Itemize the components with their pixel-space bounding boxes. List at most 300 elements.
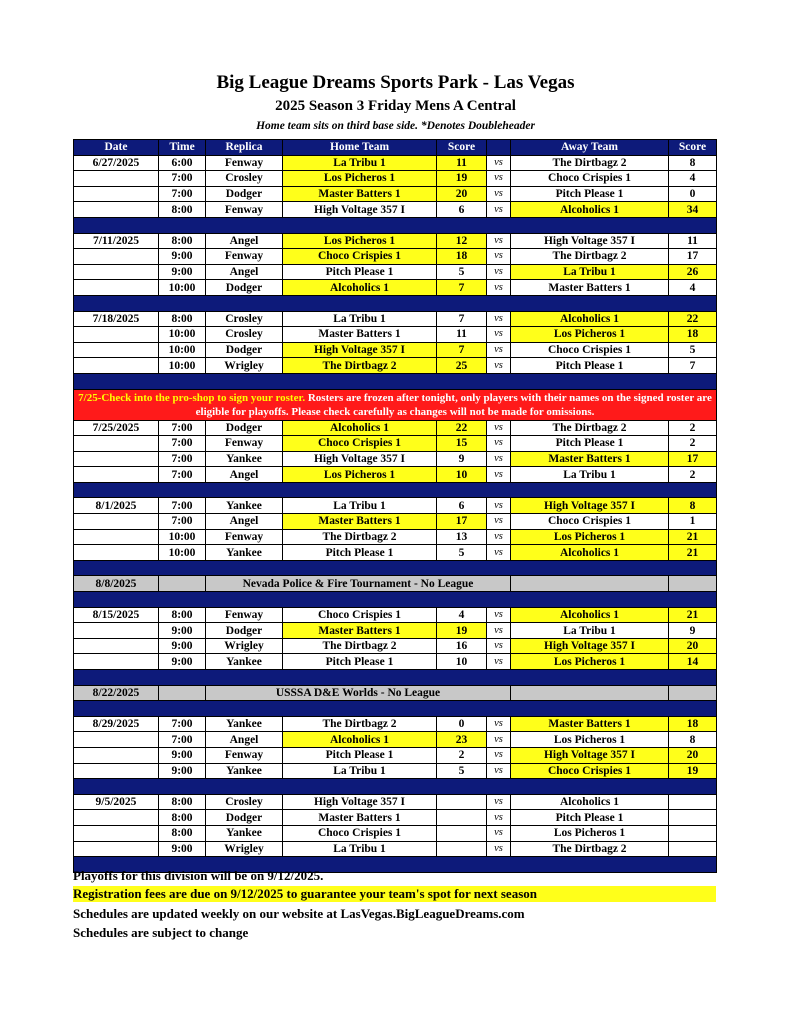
home-team-cell: Master Batters 1 [283,186,437,202]
time-cell: 8:00 [159,233,206,249]
away-team-cell: Pitch Please 1 [511,810,669,826]
home-score-cell: 0 [437,716,487,732]
table-row [74,514,717,530]
table-row [74,794,717,810]
away-score-cell: 14 [669,654,717,670]
away-team-cell: La Tribu 1 [511,623,669,639]
table-row [74,545,717,561]
date-cell [74,841,159,857]
separator-cell [74,670,717,686]
away-score-cell: 21 [669,607,717,623]
replica-cell: Dodger [206,420,283,436]
replica-cell: Yankee [206,545,283,561]
home-score-cell: 17 [437,514,487,530]
date-cell: 8/29/2025 [74,716,159,732]
time-cell: 9:00 [159,747,206,763]
vs-cell: vs [487,623,511,639]
away-team-cell: The Dirtbagz 2 [511,249,669,265]
home-team-cell: Pitch Please 1 [283,654,437,670]
home-score-cell: 9 [437,451,487,467]
replica-cell: Angel [206,467,283,483]
away-team-cell: High Voltage 357 I [511,498,669,514]
date-cell: 8/15/2025 [74,607,159,623]
replica-cell: Wrigley [206,638,283,654]
home-team-cell: La Tribu 1 [283,311,437,327]
away-score-cell [669,576,717,592]
col-home-team-header: Home Team [283,140,437,156]
home-score-cell: 23 [437,732,487,748]
date-cell: 7/25/2025 [74,420,159,436]
away-team-cell: Los Picheros 1 [511,732,669,748]
vs-cell: vs [487,747,511,763]
away-team-cell: Choco Crispies 1 [511,171,669,187]
replica-cell: Yankee [206,654,283,670]
home-team-cell: Los Picheros 1 [283,171,437,187]
col-away-team-header: Away Team [511,140,669,156]
no-league-text: Nevada Police & Fire Tournament - No League [206,576,511,592]
separator-cell [74,295,717,311]
away-team-cell: The Dirtbagz 2 [511,420,669,436]
away-score-cell: 1 [669,514,717,530]
home-score-cell: 6 [437,202,487,218]
away-score-cell: 8 [669,732,717,748]
vs-cell: vs [487,529,511,545]
home-team-cell: The Dirtbagz 2 [283,358,437,374]
home-team-cell: Alcoholics 1 [283,280,437,296]
table-row [74,451,717,467]
table-row [74,186,717,202]
vs-cell: vs [487,716,511,732]
replica-cell: Fenway [206,607,283,623]
date-cell [74,732,159,748]
date-cell [74,747,159,763]
time-cell: 9:00 [159,264,206,280]
time-cell: 9:00 [159,763,206,779]
roster-notice-highlight: 7/25-Check into the pro-shop to sign your roster. [78,391,306,404]
away-score-cell: 8 [669,498,717,514]
col-home-score-header: Score [437,140,487,156]
away-team-cell: Los Picheros 1 [511,825,669,841]
replica-cell: Crosley [206,327,283,343]
roster-notice-row [74,389,717,420]
home-score-cell: 5 [437,545,487,561]
table-row [74,280,717,296]
separator-row [74,560,717,576]
home-score-cell: 6 [437,498,487,514]
date-cell [74,545,159,561]
away-team-cell: La Tribu 1 [511,264,669,280]
table-row [74,763,717,779]
replica-cell: Angel [206,233,283,249]
vs-cell: vs [487,327,511,343]
page-subtitle: 2025 Season 3 Friday Mens A Central [275,98,516,114]
away-score-cell [669,825,717,841]
time-cell: 9:00 [159,654,206,670]
date-cell [74,202,159,218]
away-score-cell: 8 [669,155,717,171]
col-date-header: Date [74,140,159,156]
away-score-cell: 5 [669,342,717,358]
home-score-cell: 7 [437,342,487,358]
away-score-cell: 18 [669,327,717,343]
replica-cell: Crosley [206,171,283,187]
replica-cell: Yankee [206,763,283,779]
home-score-cell: 12 [437,233,487,249]
time-cell: 7:00 [159,186,206,202]
home-score-cell: 19 [437,623,487,639]
replica-cell: Dodger [206,280,283,296]
home-score-cell: 7 [437,280,487,296]
replica-cell: Dodger [206,186,283,202]
time-cell: 8:00 [159,311,206,327]
away-team-cell: Los Picheros 1 [511,529,669,545]
time-cell: 8:00 [159,825,206,841]
vs-cell: vs [487,186,511,202]
table-row [74,311,717,327]
vs-cell: vs [487,233,511,249]
replica-cell: Fenway [206,529,283,545]
date-cell [74,763,159,779]
replica-cell: Fenway [206,249,283,265]
away-score-cell: 20 [669,638,717,654]
separator-cell [74,779,717,795]
home-team-cell: Los Picheros 1 [283,233,437,249]
table-row [74,841,717,857]
time-cell: 10:00 [159,280,206,296]
away-score-cell: 7 [669,358,717,374]
vs-cell: vs [487,451,511,467]
separator-cell [74,217,717,233]
home-score-cell: 11 [437,155,487,171]
vs-cell: vs [487,732,511,748]
time-cell: 8:00 [159,607,206,623]
table-row [74,233,717,249]
replica-cell: Dodger [206,810,283,826]
website-note: Schedules are updated weekly on our website at LasVegas.BigLeagueDreams.com [73,906,525,921]
away-score-cell: 21 [669,529,717,545]
date-cell [74,623,159,639]
table-row [74,498,717,514]
home-team-cell: Master Batters 1 [283,623,437,639]
date-cell [74,654,159,670]
away-team-cell: Master Batters 1 [511,451,669,467]
table-row [74,732,717,748]
time-cell: 7:00 [159,716,206,732]
vs-cell: vs [487,280,511,296]
date-cell: 9/5/2025 [74,794,159,810]
vs-cell: vs [487,342,511,358]
col-time-header: Time [159,140,206,156]
time-cell: 7:00 [159,732,206,748]
away-score-cell: 22 [669,311,717,327]
home-team-cell: Choco Crispies 1 [283,825,437,841]
replica-cell: Dodger [206,342,283,358]
away-team-cell: Master Batters 1 [511,716,669,732]
date-cell [74,171,159,187]
away-team-cell: La Tribu 1 [511,467,669,483]
date-cell [74,358,159,374]
date-cell [74,825,159,841]
schedule-body [74,155,717,872]
away-team-cell: Choco Crispies 1 [511,342,669,358]
away-team-cell: Alcoholics 1 [511,607,669,623]
replica-cell: Yankee [206,825,283,841]
col-replica-header: Replica [206,140,283,156]
away-score-cell: 18 [669,716,717,732]
away-score-cell: 34 [669,202,717,218]
away-score-cell: 17 [669,249,717,265]
table-row [74,327,717,343]
home-team-cell: Choco Crispies 1 [283,607,437,623]
date-cell [74,327,159,343]
home-score-cell: 18 [437,249,487,265]
replica-cell: Dodger [206,623,283,639]
date-cell [74,638,159,654]
home-score-cell: 16 [437,638,487,654]
replica-cell: Wrigley [206,841,283,857]
away-score-cell: 20 [669,747,717,763]
away-score-cell: 4 [669,280,717,296]
home-team-cell: The Dirtbagz 2 [283,716,437,732]
table-row [74,825,717,841]
table-row [74,155,717,171]
home-team-cell: The Dirtbagz 2 [283,638,437,654]
time-cell: 8:00 [159,202,206,218]
replica-cell: Yankee [206,451,283,467]
home-score-cell [437,841,487,857]
replica-cell: Fenway [206,155,283,171]
vs-cell: vs [487,311,511,327]
time-cell: 7:00 [159,467,206,483]
vs-cell: vs [487,841,511,857]
table-row [74,638,717,654]
home-team-cell: Master Batters 1 [283,810,437,826]
separator-row [74,701,717,717]
date-cell [74,451,159,467]
vs-cell: vs [487,264,511,280]
away-team-cell: The Dirtbagz 2 [511,841,669,857]
away-team-cell: Choco Crispies 1 [511,763,669,779]
table-row [74,810,717,826]
table-row [74,171,717,187]
home-score-cell: 7 [437,311,487,327]
home-score-cell: 10 [437,654,487,670]
separator-cell [74,560,717,576]
home-team-cell: La Tribu 1 [283,763,437,779]
date-cell [74,249,159,265]
separator-cell [74,482,717,498]
away-team-cell: Pitch Please 1 [511,436,669,452]
time-cell: 8:00 [159,794,206,810]
home-score-cell: 19 [437,171,487,187]
date-cell: 8/1/2025 [74,498,159,514]
away-score-cell: 21 [669,545,717,561]
vs-cell: vs [487,763,511,779]
home-team-cell: High Voltage 357 I [283,794,437,810]
table-row [74,716,717,732]
away-score-cell: 2 [669,436,717,452]
date-cell [74,467,159,483]
vs-cell: vs [487,545,511,561]
table-row [74,264,717,280]
away-score-cell [669,841,717,857]
separator-row [74,373,717,389]
away-team-cell: High Voltage 357 I [511,233,669,249]
time-cell: 7:00 [159,451,206,467]
vs-cell: vs [487,654,511,670]
away-team-cell [511,576,669,592]
home-team-cell: High Voltage 357 I [283,451,437,467]
date-cell: 8/22/2025 [74,685,159,701]
date-cell [74,436,159,452]
home-score-cell: 11 [437,327,487,343]
no-league-text: USSSA D&E Worlds - No League [206,685,511,701]
away-score-cell [669,685,717,701]
time-cell: 7:00 [159,436,206,452]
home-team-cell: High Voltage 357 I [283,202,437,218]
replica-cell: Yankee [206,498,283,514]
date-cell [74,264,159,280]
date-cell [74,280,159,296]
time-cell: 9:00 [159,638,206,654]
schedule-table [73,139,717,873]
vs-cell: vs [487,810,511,826]
away-score-cell [669,810,717,826]
table-row [74,420,717,436]
time-cell: 10:00 [159,327,206,343]
replica-cell: Fenway [206,436,283,452]
away-score-cell: 0 [669,186,717,202]
time-cell: 10:00 [159,342,206,358]
home-team-cell: Pitch Please 1 [283,264,437,280]
replica-cell: Yankee [206,716,283,732]
vs-cell: vs [487,638,511,654]
separator-row [74,779,717,795]
away-team-cell: Los Picheros 1 [511,654,669,670]
separator-cell [74,373,717,389]
vs-cell: vs [487,420,511,436]
home-team-cell: High Voltage 357 I [283,342,437,358]
replica-cell: Crosley [206,794,283,810]
date-cell [74,186,159,202]
home-score-cell: 10 [437,467,487,483]
home-score-cell: 20 [437,186,487,202]
separator-cell [74,701,717,717]
separator-row [74,592,717,608]
vs-cell: vs [487,794,511,810]
away-team-cell: High Voltage 357 I [511,747,669,763]
home-team-cell: Choco Crispies 1 [283,436,437,452]
home-team-cell: Master Batters 1 [283,514,437,530]
home-team-cell: Alcoholics 1 [283,732,437,748]
home-score-cell: 13 [437,529,487,545]
roster-notice [74,389,717,420]
vs-cell: vs [487,825,511,841]
time-cell [159,576,206,592]
table-header-row [74,140,717,156]
home-team-cell: Los Picheros 1 [283,467,437,483]
home-score-cell: 5 [437,763,487,779]
table-row [74,342,717,358]
time-cell: 10:00 [159,545,206,561]
home-team-cell: Master Batters 1 [283,327,437,343]
away-score-cell: 4 [669,171,717,187]
home-team-cell: La Tribu 1 [283,841,437,857]
vs-cell: vs [487,171,511,187]
replica-cell: Angel [206,514,283,530]
vs-cell: vs [487,358,511,374]
date-cell: 7/18/2025 [74,311,159,327]
vs-cell: vs [487,514,511,530]
col-vs-header [487,140,511,156]
away-score-cell: 19 [669,763,717,779]
replica-cell: Angel [206,264,283,280]
home-score-cell [437,794,487,810]
away-score-cell: 2 [669,420,717,436]
date-cell [74,810,159,826]
vs-cell: vs [487,155,511,171]
col-away-score-header: Score [669,140,717,156]
away-score-cell: 11 [669,233,717,249]
time-cell [159,685,206,701]
time-cell: 9:00 [159,841,206,857]
separator-row [74,217,717,233]
away-team-cell: Alcoholics 1 [511,545,669,561]
fees-note: Registration fees are due on 9/12/2025 to guarantee your team's spot for next season [73,886,716,902]
date-cell: 7/11/2025 [74,233,159,249]
away-team-cell: Master Batters 1 [511,280,669,296]
table-row [74,654,717,670]
separator-row [74,295,717,311]
table-row [74,358,717,374]
vs-cell: vs [487,436,511,452]
time-cell: 7:00 [159,420,206,436]
home-score-cell: 2 [437,747,487,763]
home-score-cell [437,825,487,841]
time-cell: 8:00 [159,810,206,826]
vs-cell: vs [487,467,511,483]
away-team-cell: Los Picheros 1 [511,327,669,343]
time-cell: 6:00 [159,155,206,171]
time-cell: 9:00 [159,623,206,639]
playoffs-note: Playoffs for this division will be on 9/12/2025. [73,868,324,883]
schedule-note: Home team sits on third base side. *Denotes Doubleheader [256,120,535,132]
home-score-cell: 25 [437,358,487,374]
away-team-cell: Pitch Please 1 [511,358,669,374]
time-cell: 7:00 [159,171,206,187]
home-team-cell: Alcoholics 1 [283,420,437,436]
time-cell: 7:00 [159,498,206,514]
home-score-cell: 4 [437,607,487,623]
table-row [74,436,717,452]
roster-notice-text: Rosters are frozen after tonight, only players with their names on the signed roster are eligible for playoffs. Please check carefully as changes will not be made for omissions. [195,391,712,418]
separator-row [74,482,717,498]
vs-cell: vs [487,498,511,514]
date-cell: 6/27/2025 [74,155,159,171]
time-cell: 10:00 [159,358,206,374]
time-cell: 10:00 [159,529,206,545]
table-row [74,249,717,265]
replica-cell: Fenway [206,202,283,218]
table-row [74,607,717,623]
replica-cell: Crosley [206,311,283,327]
vs-cell: vs [487,202,511,218]
away-team-cell [511,685,669,701]
home-score-cell: 15 [437,436,487,452]
home-score-cell [437,810,487,826]
away-team-cell: Alcoholics 1 [511,202,669,218]
replica-cell: Wrigley [206,358,283,374]
